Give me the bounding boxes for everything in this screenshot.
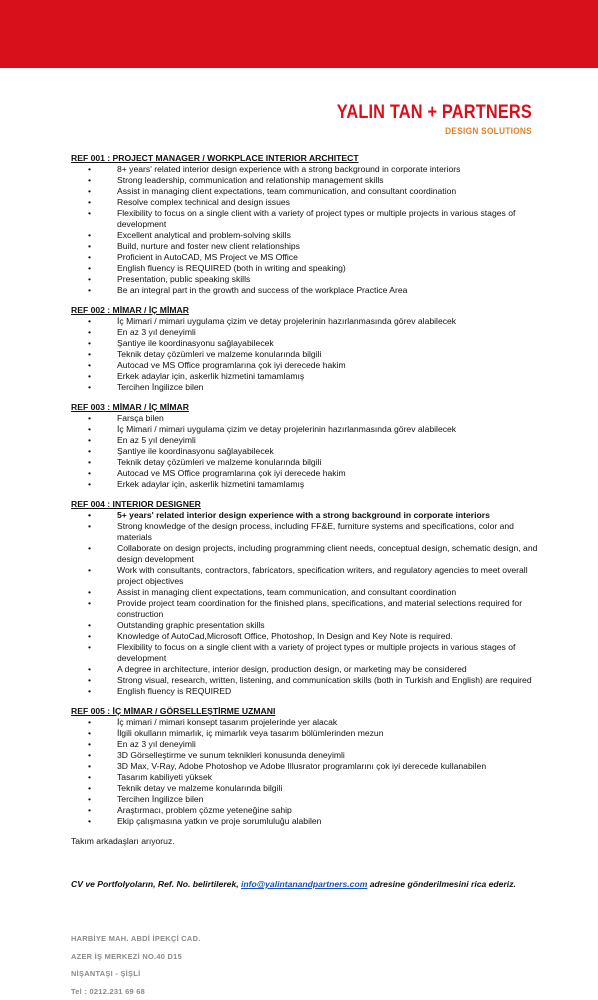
list-item: • En az 3 yıl deneyimli — [71, 739, 541, 750]
list-item: • A degree in architecture, interior design, production design, or marketing may be considered — [71, 664, 541, 675]
list-item: • Strong leadership, communication and relationship management skills — [71, 175, 541, 186]
address-line: HARBİYE MAH. ABDİ İPEKÇİ CAD. — [71, 934, 201, 943]
list-item: • Teknik detay çözümleri ve malzeme konularında bilgili — [71, 457, 541, 468]
application-note — [71, 879, 541, 889]
list-item: • Flexibility to focus on a single client with a variety of project types or multiple projects in various stages of development — [71, 208, 541, 230]
list-item: • Excellent analytical and problem-solving skills — [71, 230, 541, 241]
list-item: • Assist in managing client expectations, team communication, and consultant coordination — [71, 587, 541, 598]
phone-line: Tel : 0212.231 69 68 — [71, 986, 146, 996]
job-ref-title: REF 004 : INTERIOR DESIGNER — [71, 499, 201, 509]
requirements-list — [71, 413, 541, 490]
company-logo — [305, 102, 532, 136]
list-item: • İç mimari / mimari konsept tasarım projelerinde yer alacak — [71, 717, 541, 728]
list-item: • English fluency is REQUIRED — [71, 686, 541, 697]
list-item: • Strong knowledge of the design process, including FF&E, furniture systems and specifications, color and materials — [71, 521, 541, 543]
list-item: • Erkek adaylar için, askerlik hizmetini tamamlamış — [71, 371, 541, 382]
list-item: • Teknik detay ve malzeme konularında bilgili — [71, 783, 541, 794]
list-item: • Assist in managing client expectations, team communication, and consultant coordination — [71, 186, 541, 197]
address-block — [71, 930, 201, 1000]
list-item: • 3D Max, V-Ray, Adobe Photoshop ve Adobe Illusrator programlarını çok iyi derecede kullanabilen — [71, 761, 541, 772]
list-item: • En az 3 yıl deneyimli — [71, 327, 541, 338]
list-item: • Presentation, public speaking skills — [71, 274, 541, 285]
list-item: • İlgili okulların mimarlık, iç mimarlık veya tasarım bölümlerinden mezun — [71, 728, 541, 739]
job-section — [71, 499, 541, 697]
list-item: • Araştırmacı, problem çözme yeteneğine sahip — [71, 805, 541, 816]
application-note-text: CV ve Portfolyoların, Ref. No. belirtilerek, — [71, 879, 242, 889]
list-item: • 5+ years' related interior design experience with a strong background in corporate interiors — [71, 510, 541, 521]
list-item: • İç Mimari / mimari uygulama çizim ve detay projelerinin hazırlanmasında görev alabilecek — [71, 424, 541, 435]
list-item: • Proficient in AutoCAD, MS Project ve MS Office — [71, 252, 541, 263]
list-item: • Resolve complex technical and design issues — [71, 197, 541, 208]
list-item: • Autocad ve MS Office programlarına çok iyi derecede hakim — [71, 468, 541, 479]
requirements-list — [71, 510, 541, 697]
list-item: • Şantiye ile koordinasyonu sağlayabilecek — [71, 446, 541, 457]
job-ref-title: REF 003 : MİMAR / İÇ MİMAR — [71, 402, 189, 412]
list-item: • Knowledge of AutoCad,Microsoft Office, Photoshop, In Design and Key Note is required. — [71, 631, 541, 642]
list-item: • 8+ years' related interior design experience with a strong background in corporate interiors — [71, 164, 541, 175]
list-item: • Be an integral part in the growth and success of the workplace Practice Area — [71, 285, 541, 296]
email-link[interactable]: info@yalintanandpartners.com — [241, 879, 368, 889]
list-item: • En az 5 yıl deneyimli — [71, 435, 541, 446]
requirements-list — [71, 164, 541, 296]
closing-text: Takım arkadaşları arıyoruz. — [71, 836, 175, 846]
list-item: • İç Mimari / mimari uygulama çizim ve detay projelerinin hazırlanmasında görev alabilecek — [71, 316, 541, 327]
list-item: • Ekip çalışmasına yatkın ve proje sorumluluğu alabilen — [71, 816, 541, 827]
job-section — [71, 305, 541, 393]
company-name: YALIN TAN + PARTNERS — [336, 102, 532, 123]
list-item: • Collaborate on design projects, including programming client needs, conceptual design, schematic design, and design development — [71, 543, 541, 565]
list-item: • Outstanding graphic presentation skills — [71, 620, 541, 631]
requirements-list — [71, 717, 541, 827]
list-item: • Autocad ve MS Office programlarına çok iyi derecede hakim — [71, 360, 541, 371]
requirements-list — [71, 316, 541, 393]
list-item: • Flexibility to focus on a single client with a variety of project types or multiple projects in various stages of development — [71, 642, 541, 664]
list-item: • Tasarım kabiliyeti yüksek — [71, 772, 541, 783]
top-red-bar — [0, 0, 598, 68]
list-item: • Teknik detay çözümleri ve malzeme konularında bilgili — [71, 349, 541, 360]
list-item: • 3D Görselleştirme ve sunum teknikleri konusunda deneyimli — [71, 750, 541, 761]
job-section — [71, 402, 541, 490]
company-tagline: DESIGN SOLUTIONS — [445, 126, 532, 136]
job-section — [71, 706, 541, 827]
list-item: • Tercihen İngilizce bilen — [71, 794, 541, 805]
list-item: • Şantiye ile koordinasyonu sağlayabilecek — [71, 338, 541, 349]
list-item: • Provide project team coordination for the finished plans, specifications, and material selections required for construction — [71, 598, 541, 620]
address-line: NİŞANTAŞI - ŞİŞLİ — [71, 969, 141, 978]
list-item: • Build, nurture and foster new client relationships — [71, 241, 541, 252]
job-ref-title: REF 002 : MİMAR / İÇ MİMAR — [71, 305, 189, 315]
list-item: • Work with consultants, contractors, fabricators, specification writers, and regulatory agencies to meet overall project objectives — [71, 565, 541, 587]
job-listings — [71, 153, 541, 847]
list-item: • Tercihen İngilizce bilen — [71, 382, 541, 393]
job-section — [71, 153, 541, 296]
job-ref-title: REF 005 : İÇ MİMAR / GÖRSELLEŞTİRME UZMANI — [71, 706, 276, 716]
list-item: • Erkek adaylar için, askerlik hizmetini tamamlamış — [71, 479, 541, 490]
list-item: • Strong visual, research, written, listening, and communication skills (both in Turkish and English) are required — [71, 675, 541, 686]
list-item: • Farsça bilen — [71, 413, 541, 424]
list-item: • English fluency is REQUIRED (both in writing and speaking) — [71, 263, 541, 274]
address-line: AZER İŞ MERKEZİ NO.40 D15 — [71, 951, 182, 961]
application-note-text-end: adresine gönderilmesini rica ederiz. — [367, 879, 516, 889]
job-ref-title: REF 001 : PROJECT MANAGER / WORKPLACE INTERIOR ARCHITECT — [71, 153, 359, 163]
